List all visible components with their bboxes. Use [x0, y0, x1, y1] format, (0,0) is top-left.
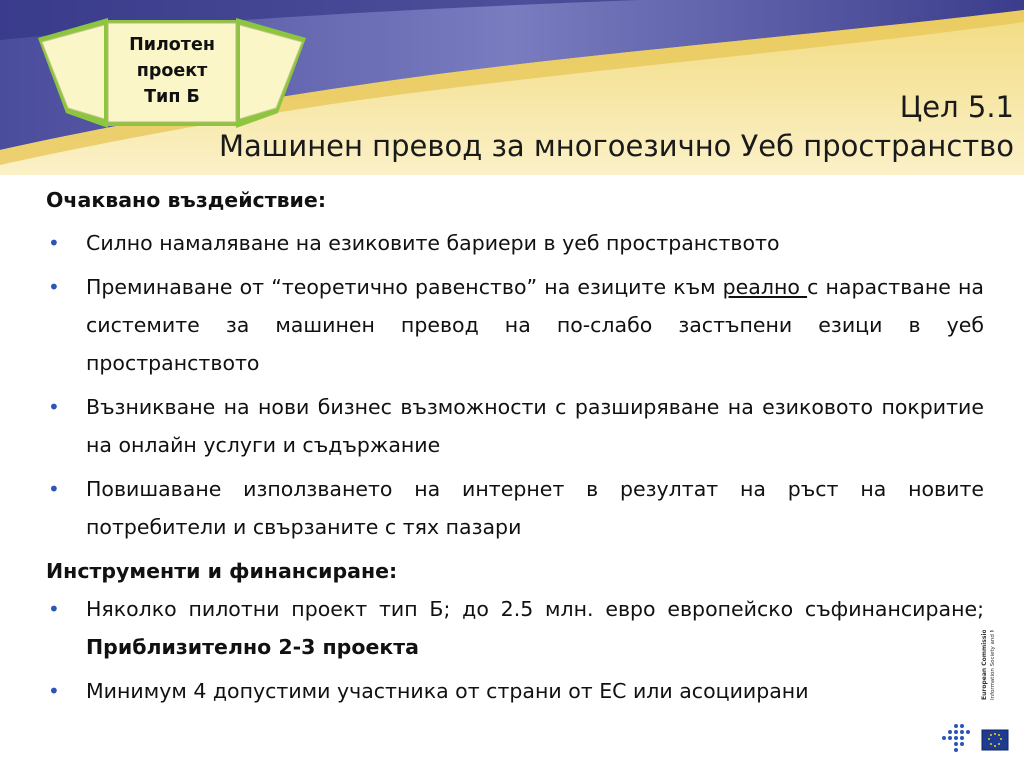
bullet-icon: •: [48, 275, 60, 299]
bullet-icon: •: [48, 231, 60, 255]
list-item-text: Няколко пилотни проект тип Б; до 2.5 млн. евро европейско съфинансиране;: [86, 597, 984, 621]
list-item-text: Минимум 4 допустими участника от страни от ЕС или асоциирани: [86, 679, 809, 703]
ec-name-line-1: European Commission: [981, 630, 988, 700]
list-item: [46, 224, 984, 262]
list-item-text-end: с нарастване на системите за машинен превод на по-слабо застъпени езици в уеб пространството: [86, 275, 984, 375]
title-line-1: Цел 5.1: [899, 90, 1014, 124]
badge-line-3: Тип Б: [144, 87, 200, 107]
expected-impact-heading: Очаквано въздействие:: [46, 188, 327, 212]
slide-content: [46, 181, 984, 716]
underlined-word: реално: [722, 275, 808, 299]
list-item-text: Силно намаляване на езиковите бариери в уеб пространството: [86, 231, 780, 255]
list-item: [46, 268, 984, 382]
badge-line-1: Пилотен: [129, 35, 215, 55]
bullet-icon: •: [48, 597, 60, 621]
list-item: [46, 672, 984, 710]
european-commission-logo: [940, 630, 1010, 760]
ec-name-line-2: Information Society and Media: [990, 630, 996, 700]
title-line-2: Машинен превод за многоезично Уеб пространство: [219, 129, 1014, 163]
list-item-bold-text: Приблизително 2-3 проекта: [86, 635, 419, 659]
list-item: [46, 590, 984, 666]
list-item-text: Повишаване използването на интернет в резултат на ръст на новите потребители и свързаните с тях пазари: [86, 477, 984, 539]
list-item-text-start: Преминаване от “теоретично равенство” на езиците към: [86, 275, 723, 299]
bullet-icon: •: [48, 395, 60, 419]
expected-impact-list: [46, 224, 984, 546]
list-item-text: Възникване на нови бизнес възможности с разширяване на езиковото покритие на онлайн услуги и съдържание: [86, 395, 984, 457]
bullet-icon: •: [48, 477, 60, 501]
tools-financing-list: [46, 590, 984, 710]
list-item: [46, 470, 984, 546]
bullet-icon: •: [48, 679, 60, 703]
list-item: [46, 388, 984, 464]
slide-title: [219, 88, 1014, 166]
badge-line-2: проект: [136, 61, 208, 81]
tools-financing-heading: Инструменти и финансиране:: [46, 559, 398, 583]
